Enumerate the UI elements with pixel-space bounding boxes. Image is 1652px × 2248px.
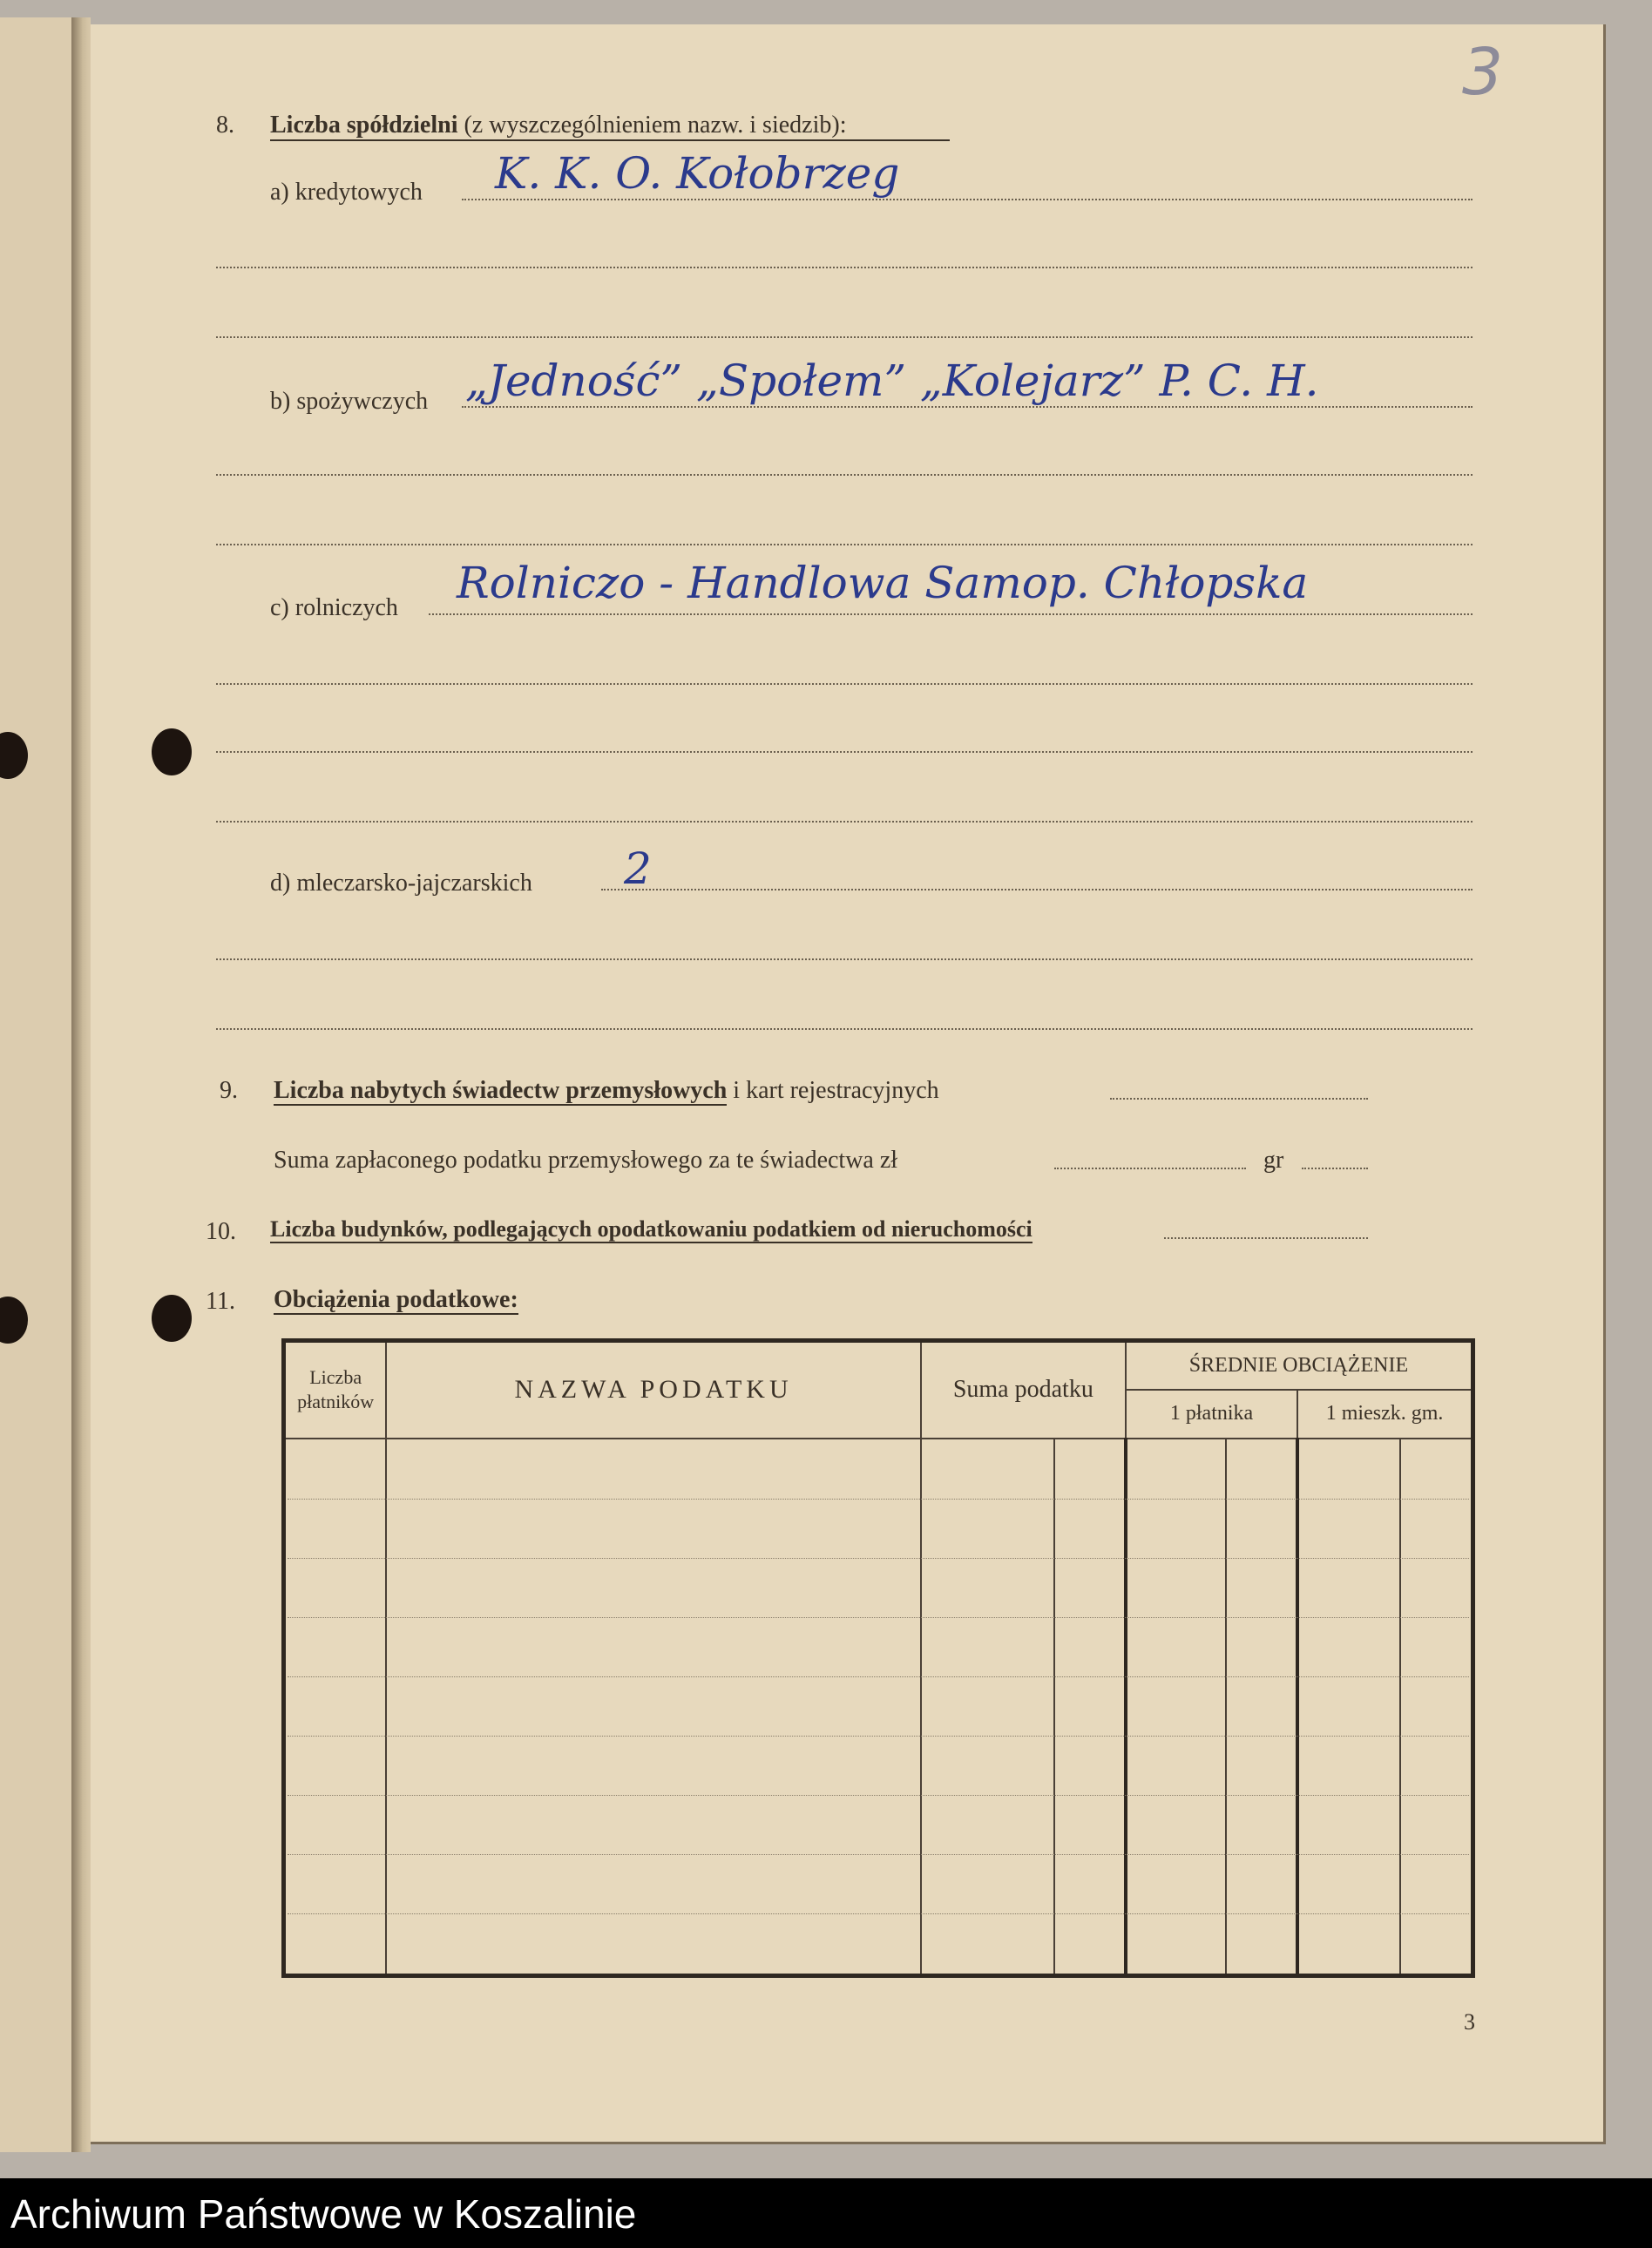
col-header-payers-line2: płatników xyxy=(297,1391,375,1413)
handwritten-rolniczych: Rolniczo - Handlowa Samop. Chłopska xyxy=(457,558,1309,608)
fill-line xyxy=(216,267,1473,268)
section11-title: Obciążenia podatkowe: xyxy=(274,1286,518,1313)
fill-line xyxy=(1302,1168,1368,1169)
section11-heading xyxy=(274,1286,518,1314)
section9-title: Liczba nabytych świadectw przemysłowych xyxy=(274,1077,728,1104)
handwritten-spozywczych: „Jedność” „Społem” „Kolejarz” P. C. H. xyxy=(465,355,1319,406)
table-cell xyxy=(921,1439,1054,1976)
fill-line xyxy=(462,406,1473,408)
section8-number: 8. xyxy=(216,112,234,139)
label-mleczarsko-jajczarskich: d) mleczarsko-jajczarskich xyxy=(270,870,532,897)
section8-subtitle: (z wyszczególnieniem nazw. i siedzib): xyxy=(464,112,847,139)
table-ruling xyxy=(288,1676,1469,1677)
col-header-tax-sum: Suma podatku xyxy=(921,1341,1126,1439)
section8-underline xyxy=(270,139,950,141)
table-ruling xyxy=(288,1736,1469,1737)
fill-line xyxy=(1164,1237,1368,1239)
section10-title: Liczba budynków, podlegających opodatkowaniu podatkiem od nieruchomości xyxy=(270,1216,1032,1242)
col-header-payers-line1: Liczba xyxy=(309,1366,362,1389)
table-cell xyxy=(1226,1439,1297,1976)
handwritten-kredytowych: K. K. O. Kołobrzeg xyxy=(495,148,900,199)
table-ruling xyxy=(288,1499,1469,1500)
table-cell xyxy=(386,1439,920,1976)
fill-line xyxy=(216,958,1473,960)
table-ruling xyxy=(288,1617,1469,1618)
archive-footer-text: Archiwum Państwowe w Koszalinie xyxy=(10,2191,637,2237)
table-row xyxy=(284,1439,1473,1976)
fill-line xyxy=(216,336,1473,338)
fill-line xyxy=(216,544,1473,545)
section9-heading xyxy=(274,1077,939,1105)
table-cell xyxy=(284,1439,387,1976)
fill-line xyxy=(1054,1168,1246,1169)
table-ruling xyxy=(288,1854,1469,1855)
fill-line xyxy=(216,751,1473,753)
handwritten-mleczarsko-jajczarskich: 2 xyxy=(624,843,652,894)
fill-line xyxy=(429,613,1473,615)
page-number: 3 xyxy=(1464,2009,1475,2035)
fill-line xyxy=(601,889,1473,890)
section8-heading xyxy=(270,112,846,139)
table-ruling xyxy=(288,1558,1469,1559)
section9-subtitle: i kart rejestracyjnych xyxy=(733,1077,939,1104)
table-ruling xyxy=(288,1913,1469,1914)
section10-heading xyxy=(270,1216,1032,1242)
section11-number: 11. xyxy=(206,1288,235,1315)
section9-gr-label: gr xyxy=(1263,1147,1284,1174)
table-cell xyxy=(1297,1439,1400,1976)
col-header-per-payer: 1 płatnika xyxy=(1126,1390,1297,1439)
section8-title: Liczba spółdzielni xyxy=(270,112,458,139)
punch-hole xyxy=(152,1295,192,1342)
left-page-edge xyxy=(0,17,73,2152)
label-kredytowych: a) kredytowych xyxy=(270,179,423,206)
fill-line xyxy=(216,474,1473,476)
section9-sum-label: Suma zapłaconego podatku przemysłowego za te świadectwa zł xyxy=(274,1147,898,1174)
col-header-per-resident: 1 mieszk. gm. xyxy=(1297,1390,1473,1439)
section9-number: 9. xyxy=(220,1077,238,1104)
book-spine xyxy=(71,17,91,2152)
section10-number: 10. xyxy=(206,1218,236,1245)
table-cell xyxy=(1126,1439,1227,1976)
table-cell xyxy=(1400,1439,1473,1976)
table-cell xyxy=(1054,1439,1126,1976)
col-header-average-burden: ŚREDNIE OBCIĄŻENIE xyxy=(1126,1341,1473,1390)
fill-line xyxy=(462,199,1473,200)
fill-line xyxy=(216,1028,1473,1030)
tax-table xyxy=(281,1338,1475,1978)
label-spozywczych: b) spożywczych xyxy=(270,388,429,415)
archive-footer xyxy=(0,2178,1652,2248)
fill-line xyxy=(216,821,1473,823)
col-header-tax-name: NAZWA PODATKU xyxy=(386,1341,920,1439)
fill-line xyxy=(216,683,1473,685)
folio-number: 3 xyxy=(1462,35,1504,110)
table-ruling xyxy=(288,1795,1469,1796)
fill-line xyxy=(1110,1098,1368,1100)
col-header-payers xyxy=(284,1341,387,1439)
label-rolniczych: c) rolniczych xyxy=(270,594,398,621)
punch-hole xyxy=(152,728,192,775)
